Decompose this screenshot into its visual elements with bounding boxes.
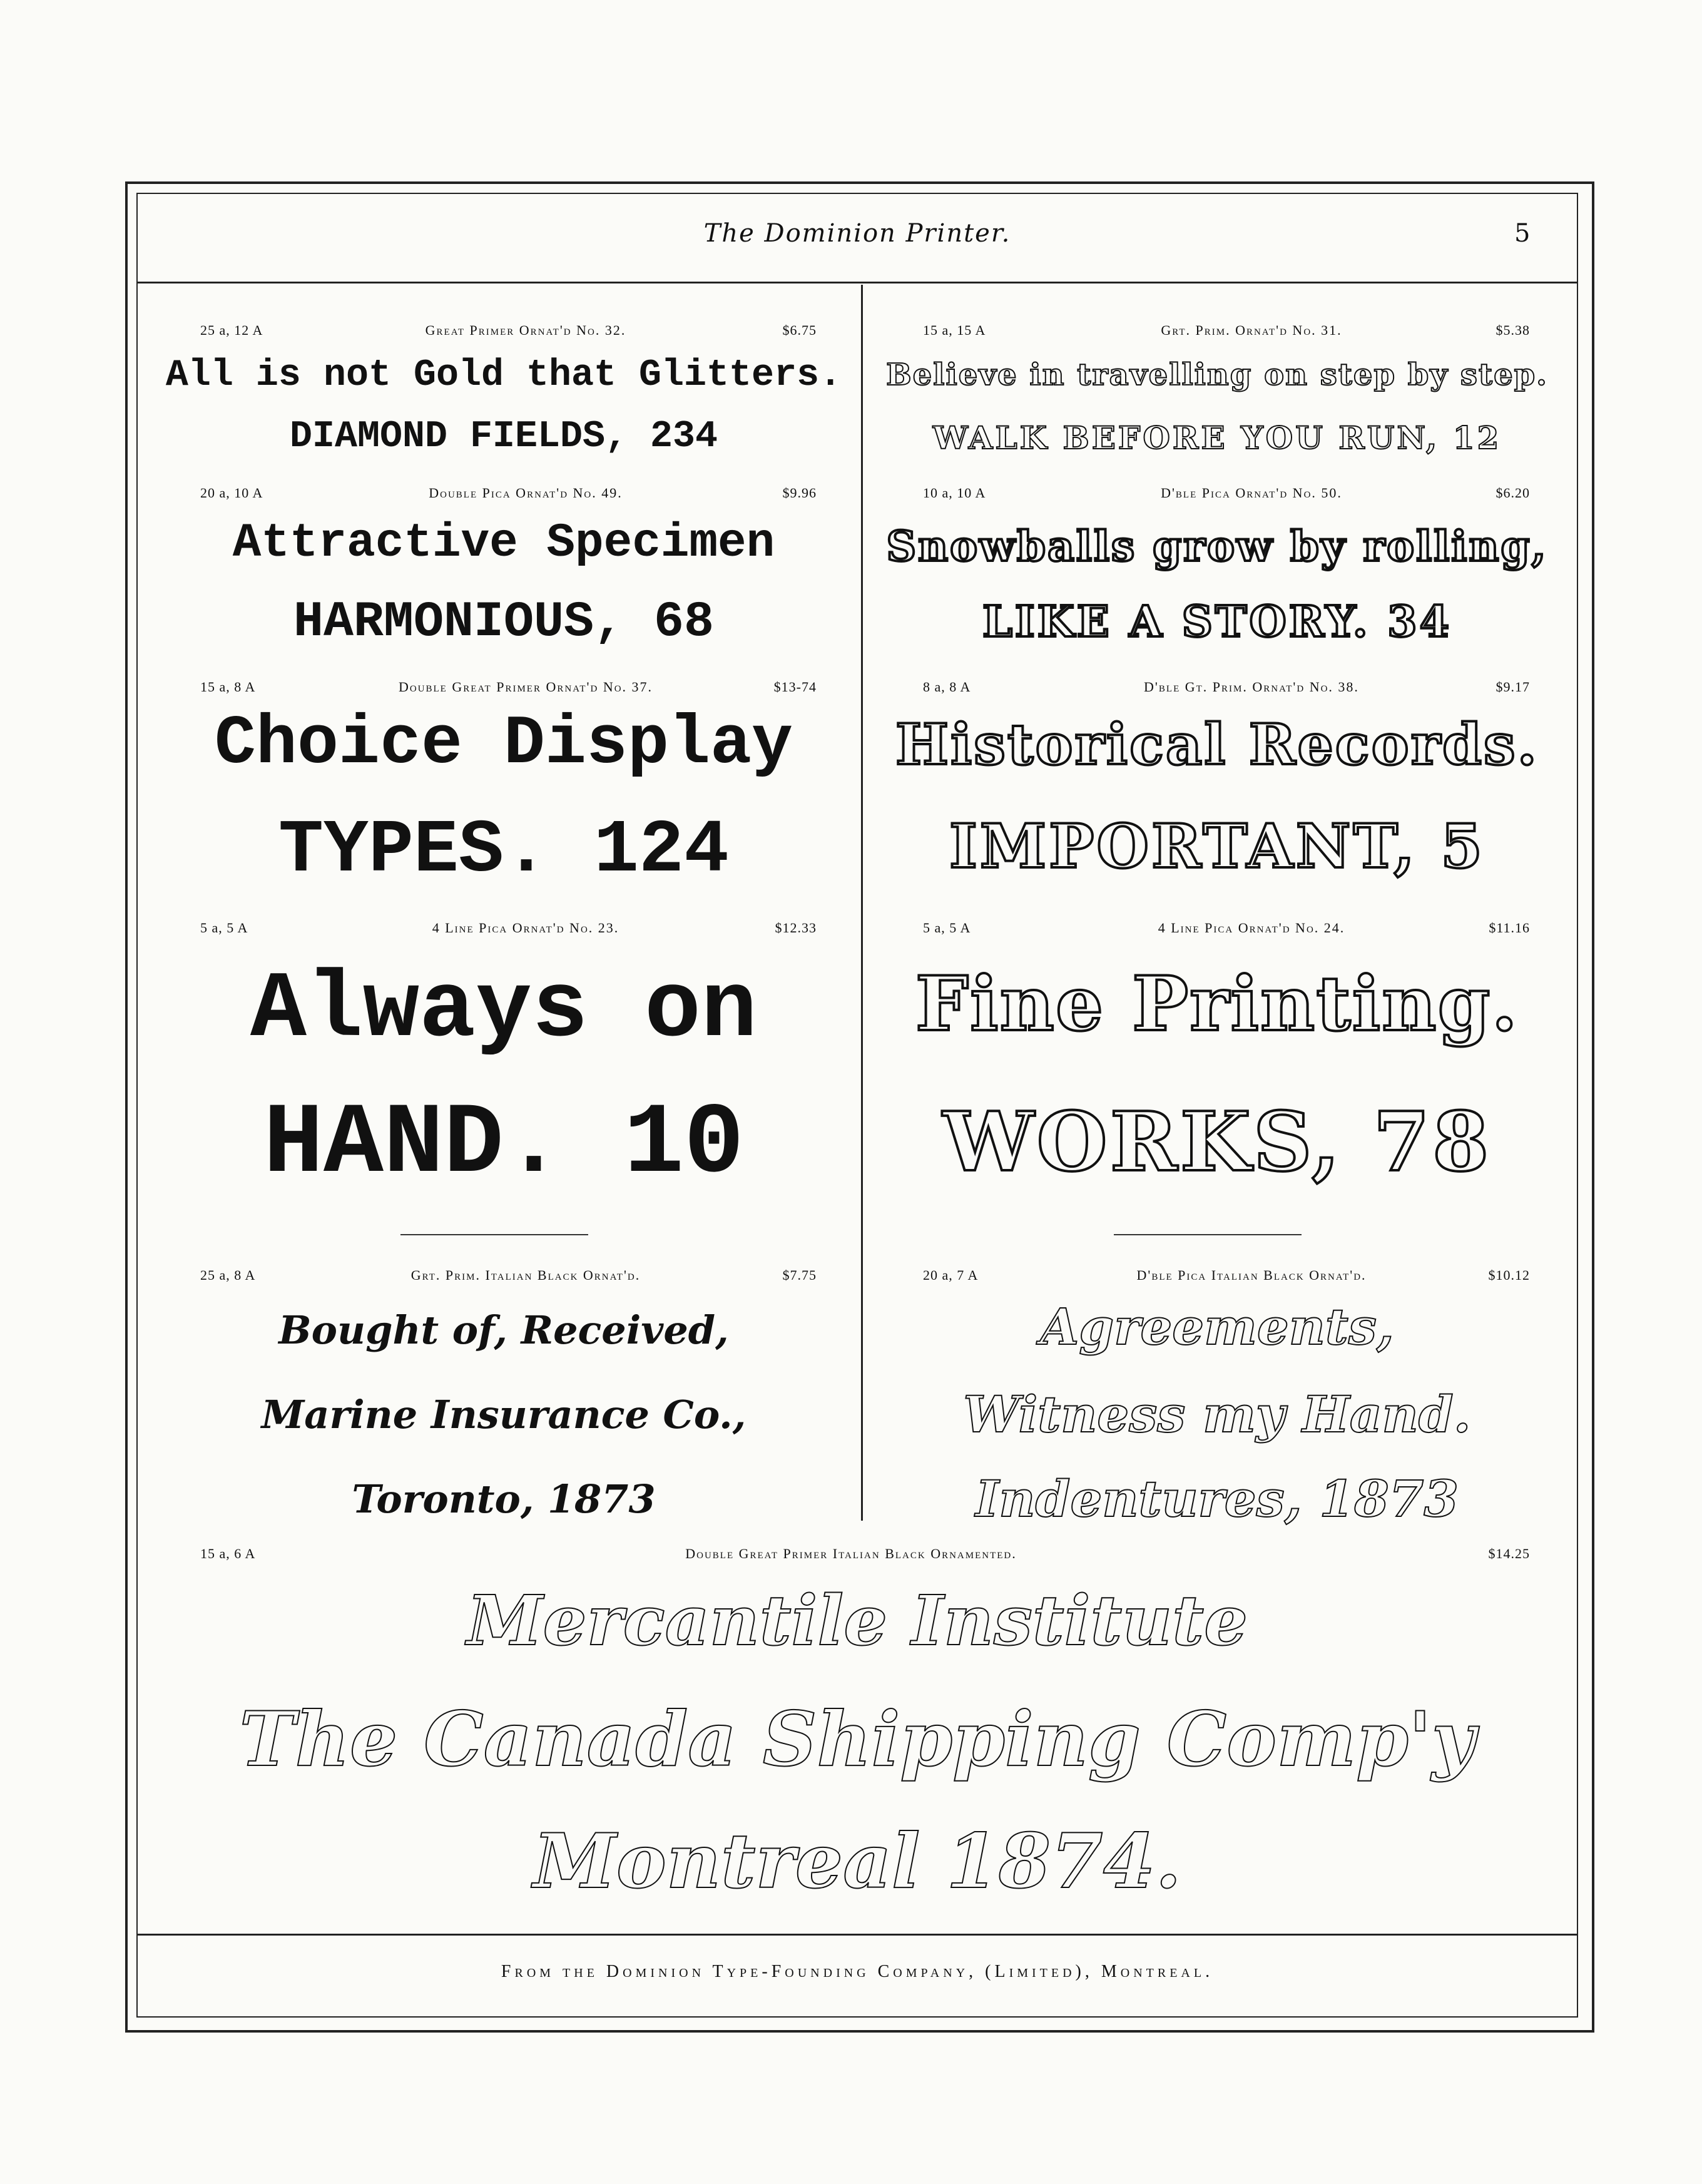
specimen-line: HARMONIOUS, 68 [293, 594, 715, 651]
specimen-line: Bought of, Received, [278, 1307, 729, 1353]
specimen-line: HAND. 10 [263, 1088, 745, 1202]
specimen-quantity: 10 a, 10 A [923, 485, 986, 501]
section-rule-right [1114, 1234, 1302, 1235]
specimen-quantity: 20 a, 7 A [923, 1267, 979, 1283]
specimen-line: Believe in travelling on step by step. [886, 357, 1548, 392]
specimen-line: LIKE A STORY. 34 [982, 597, 1452, 647]
specimen-name: Grt. Prim. Italian Black Ornat'd. [410, 1267, 641, 1283]
page-number: 5 [1514, 219, 1531, 248]
specimen-price: $5.38 [1496, 322, 1530, 338]
footer-imprint: From the Dominion Type-Founding Company, (Limited), Montreal. [501, 1962, 1214, 1981]
specimen-price: $12.33 [775, 920, 817, 936]
section-rule-left [400, 1234, 588, 1235]
specimen-price: $13-74 [773, 679, 817, 695]
specimen-line: Agreements, [1040, 1297, 1394, 1356]
specimen-quantity: 20 a, 10 A [200, 485, 263, 501]
specimen-line: TYPES. 124 [278, 809, 730, 894]
specimen-line: Attractive Specimen [232, 516, 775, 570]
running-title: The Dominion Printer. [703, 219, 1011, 248]
specimen-line: Always on [250, 957, 758, 1064]
specimen-price: $7.75 [782, 1267, 817, 1283]
specimen-quantity: 15 a, 6 A [200, 1546, 256, 1561]
specimen-line: Montreal 1874. [533, 1817, 1181, 1906]
specimen-line: Marine Insurance Co., [261, 1392, 747, 1437]
specimen-line: DIAMOND FIELDS, 234 [289, 416, 718, 458]
specimen-name: D'ble Gt. Prim. Ornat'd No. 38. [1144, 679, 1359, 695]
specimen-line: All is not Gold that Glitters. [165, 354, 842, 397]
specimen-line: Mercantile Institute [466, 1580, 1248, 1661]
specimen-line: Indentures, 1873 [975, 1469, 1459, 1528]
specimen-line: WALK BEFORE YOU RUN, 12 [932, 419, 1502, 456]
specimen-name: Great Primer Ornat'd No. 32. [425, 322, 626, 338]
footer-rule [136, 1934, 1578, 1936]
specimen-price: $9.17 [1496, 679, 1530, 695]
specimen-line: Historical Records. [895, 712, 1539, 778]
specimen-price: $11.16 [1489, 920, 1530, 936]
header-rule [136, 282, 1578, 283]
specimen-quantity: 5 a, 5 A [923, 920, 971, 936]
specimen-name: Double Pica Ornat'd No. 49. [429, 485, 623, 501]
specimen-quantity: 25 a, 12 A [200, 322, 263, 338]
specimen-name: 4 Line Pica Ornat'd No. 23. [432, 920, 619, 936]
specimen-name: Grt. Prim. Ornat'd No. 31. [1161, 322, 1342, 338]
specimen-line: WORKS, 78 [942, 1094, 1492, 1190]
specimen-name: D'ble Pica Ornat'd No. 50. [1161, 485, 1342, 501]
specimen-line: The Canada Shipping Comp'y [239, 1695, 1475, 1783]
specimen-name: Double Great Primer Italian Black Ornamented. [685, 1546, 1017, 1561]
specimen-quantity: 15 a, 8 A [200, 679, 256, 695]
specimen-price: $14.25 [1488, 1546, 1530, 1561]
specimen-quantity: 8 a, 8 A [923, 679, 971, 695]
specimen-quantity: 25 a, 8 A [200, 1267, 256, 1283]
specimen-name: 4 Line Pica Ornat'd No. 24. [1158, 920, 1345, 936]
specimen-quantity: 15 a, 15 A [923, 322, 986, 338]
column-divider [861, 285, 863, 1521]
specimen-name: D'ble Pica Italian Black Ornat'd. [1136, 1267, 1367, 1283]
specimen-line: Witness my Hand. [963, 1385, 1471, 1444]
specimen-line: Fine Printing. [915, 960, 1519, 1048]
specimen-price: $6.20 [1496, 485, 1530, 501]
specimen-name: Double Great Primer Ornat'd No. 37. [398, 679, 653, 695]
specimen-line: Choice Display [214, 705, 793, 783]
specimen-price: $10.12 [1488, 1267, 1530, 1283]
specimen-line: IMPORTANT, 5 [949, 811, 1485, 882]
specimen-quantity: 5 a, 5 A [200, 920, 248, 936]
specimen-line: Toronto, 1873 [352, 1476, 656, 1522]
specimen-line: Snowballs grow by rolling, [886, 522, 1548, 571]
specimen-price: $9.96 [782, 485, 817, 501]
specimen-price: $6.75 [782, 322, 817, 338]
